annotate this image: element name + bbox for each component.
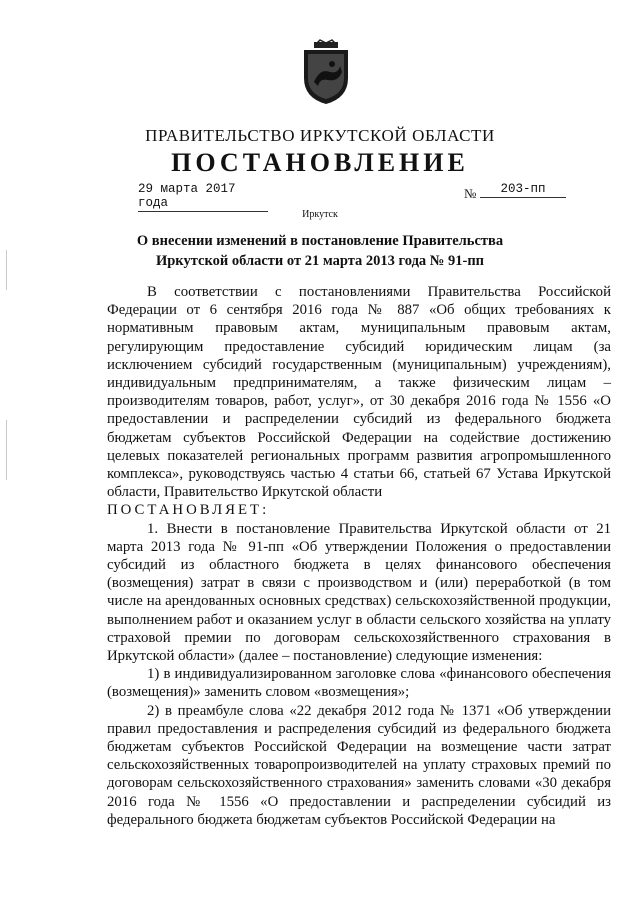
document-body (107, 283, 611, 829)
document-title: О внесении изменений в постановление Правительства Иркутской области от 21 марта 2013 года № 91-пп (136, 233, 504, 269)
city-name: Иркутск (302, 209, 338, 220)
resolves-heading: ПОСТАНОВЛЯЕТ: (107, 502, 270, 519)
document-type: ПОСТАНОВЛЕНИЕ (171, 148, 469, 177)
organization-name: ПРАВИТЕЛЬСТВО ИРКУТСКОЙ ОБЛАСТИ (145, 126, 495, 145)
scan-margin-mark (6, 250, 7, 290)
coat-of-arms-icon (300, 38, 352, 106)
document-number: 203-пп (480, 182, 566, 198)
preamble-paragraph: В соответствии с постановлениями Правительства Российской Федерации от 6 сентября 2016 года № 887 «Об общих требованиях к нормативным правовым актам, муниципальным правовым актам, регулирующим предоставление субсидий юридическим лицам (за исключением субсидий государственным (муниципальным) учреждениям), индивидуальным предпринимателям, а также физическим лицам – производителям товаров, работ, услуг», от 30 декабря 2016 года № 1556 «О предоставлении и распределении субсидий из федерального бюджета бюджетам субъектов Российской Федерации на содействие достижению целевых показателей региональных программ развития агропромышленного комплекса», руководствуясь частью 4 статьи 66, статьей 67 Устава Иркутской области, Правительство Иркутской области (107, 284, 611, 501)
item-1-2-paragraph: 2) в преамбуле слова «22 декабря 2012 года № 1371 «Об утверждении правил предоставления и распределения субсидий из федерального бюджета бюджетам субъектов Российской Федерации на возмещение части затрат сельскохозяйственных товаропроизводителей на уплату страховых премий по договорам сельскохозяйственного страхования» заменить словами «30 декабря 2016 года № 1556 «О предоставлении и распределении субсидий из федерального бюджета бюджетам субъектов Российской Федерации на (107, 702, 611, 828)
document-date: 29 марта 2017 года (138, 182, 268, 212)
number-sign: № (464, 186, 477, 201)
scan-margin-mark (6, 420, 7, 480)
item-1-1-paragraph: 1) в индивидуализированном заголовке слова «финансового обеспечения (возмещения)» заменить словом «возмещения»; (107, 666, 611, 701)
item-1-paragraph: 1. Внести в постановление Правительства Иркутской области от 21 марта 2013 года № 91-пп «Об утверждении Положения о предоставлении субсидий из областного бюджета в целях финансового обеспечения (возмещения) затрат в связи с производством и (или) переработкой (в том числе на арендованных основных средствах) сельскохозяйственной продукции, выполнением работ и оказанием услуг в области сельского хозяйства на уплату страховой премии по договорам сельскохозяйственного страхования в Иркутской области» (далее – постановление) следующие изменения: (107, 520, 611, 665)
